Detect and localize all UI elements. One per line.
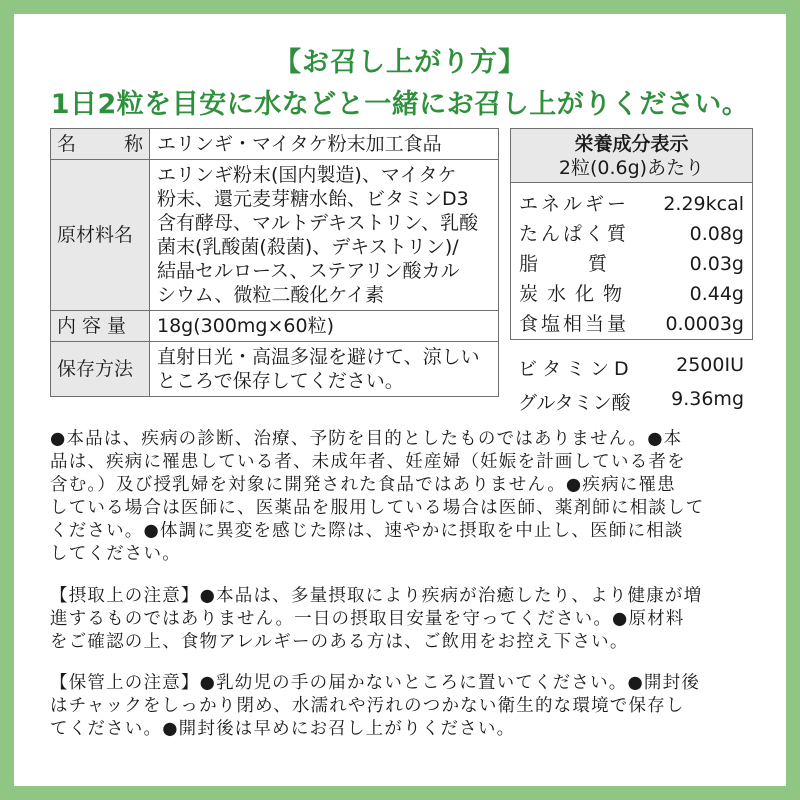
ingredients-line: エリンギ粉末(国内製造)、マイタケ [157, 164, 457, 186]
intake-precautions [50, 585, 760, 654]
extra-nutrient-name: グルタミン酸 [518, 392, 631, 414]
ingredients-line: 含有酵母、マルトデキストリン、乳酸 [157, 212, 479, 234]
product-spec-table [50, 128, 499, 397]
content-label [51, 311, 150, 342]
nutrient-value: 0.0003g [665, 313, 744, 335]
nutrition-header [511, 129, 752, 183]
notice-line: 進するものではありません。一日の摂取目安量を守ってください。●原材料 [50, 609, 685, 629]
notice-line: をご確認の上、食物アレルギーのある方は、ご飲用をお控え下さい。 [50, 632, 629, 652]
extra-nutrient-name: ビタミンD [518, 358, 634, 380]
notice-line: 【保管上の注意】●乳幼児の手の届かないところに置いてください。●開封後 [50, 673, 701, 693]
name-label-char-2: 称 [123, 133, 143, 155]
nutrition-serving: 2粒(0.6g)あたり [558, 157, 705, 179]
name-label [51, 129, 150, 160]
notice-line: てください。●開封後は早めにお召し上がりください。 [50, 719, 516, 739]
nutrition-facts-box [510, 128, 753, 340]
storage-value [150, 342, 499, 397]
glutamic-acid-row [518, 388, 744, 415]
notice-line: 品は、疾病に罹患している者、未成年者、妊産婦（妊娠を計画している者を [50, 452, 686, 472]
general-notice [50, 428, 760, 566]
directions-title: 【お召し上がり方】 [274, 47, 526, 78]
nutrient-name: たんぱく質 [519, 223, 630, 245]
extra-nutrient-value: 2500IU [676, 354, 744, 376]
notice-line: している場合は医師に、医薬品を服用している場合は医師、薬剤師に相談して [50, 498, 705, 518]
spec-row-storage [51, 342, 499, 397]
storage-line: 直射日光・高温多湿を避けて、涼しい [157, 346, 480, 368]
nutrient-name: 炭水化物 [519, 283, 632, 305]
notice-line: はチャックをしっかり閉め、水濡れや汚れのつかない衛生的な環境で保存し [50, 696, 685, 716]
nutrient-value: 0.03g [689, 253, 744, 275]
nutrient-value: 0.44g [689, 283, 744, 305]
spec-row-ingredients [51, 160, 499, 311]
notice-line: ●本品は、疾病の診断、治療、予防を目的としたものではありません。●本 [50, 429, 683, 449]
ingredients-line: 粉末、還元麦芽糖水飴、ビタミンD3 [157, 188, 469, 210]
nutrient-value: 2.29kcal [663, 193, 744, 215]
nutrition-row-carbohydrate [519, 279, 744, 309]
notice-line: ください。●体調に異変を感じた際は、速やかに摂取を中止し、医師に相談 [50, 521, 684, 541]
ingredients-line: 菌末(乳酸菌(殺菌)、デキストリン)/ [157, 236, 459, 258]
spec-row-name [51, 129, 499, 160]
nutrition-rows [511, 183, 752, 339]
vitamin-d-row [518, 354, 744, 381]
storage-label: 保存方法 [51, 342, 150, 397]
nutrition-row-fat [519, 249, 744, 279]
name-label-char-1: 名 [57, 133, 77, 155]
notice-line: 含む。）及び授乳婦を対象に開発された食品ではありません。●疾病に罹患 [50, 475, 676, 495]
content-value: 18g(300mg×60粒) [150, 311, 499, 342]
name-value: エリンギ・マイタケ粉末加工食品 [150, 129, 499, 160]
notice-line: してください。 [50, 544, 181, 564]
content-label-text: 内容量 [57, 315, 133, 337]
storage-line: ところで保存してください。 [157, 370, 404, 392]
ingredients-value [150, 160, 499, 311]
nutrition-row-protein [519, 219, 744, 249]
spec-row-content [51, 311, 499, 342]
notice-line: 【摂取上の注意】●本品は、多量摂取により疾病が治癒したり、より健康が増 [50, 586, 703, 606]
nutrition-row-salt [519, 309, 744, 339]
nutrient-name: 食塩相当量 [519, 313, 630, 335]
nutrient-name: エネルギー [519, 193, 630, 215]
nutrient-value: 0.08g [689, 223, 744, 245]
ingredients-label: 原材料名 [51, 160, 150, 311]
nutrition-title: 栄養成分表示 [574, 133, 689, 155]
directions-text: 1日2粒を目安に水などと一緒にお召し上がりください。 [50, 89, 750, 120]
extra-nutrient-value: 9.36mg [671, 388, 744, 410]
nutrient-name: 脂 質 [519, 253, 630, 275]
ingredients-line: シウム、微粒二酸化ケイ素 [157, 284, 385, 306]
ingredients-line: 結晶セルロース、ステアリン酸カル [157, 260, 460, 282]
nutrition-row-energy [519, 189, 744, 219]
storage-precautions [50, 672, 760, 741]
